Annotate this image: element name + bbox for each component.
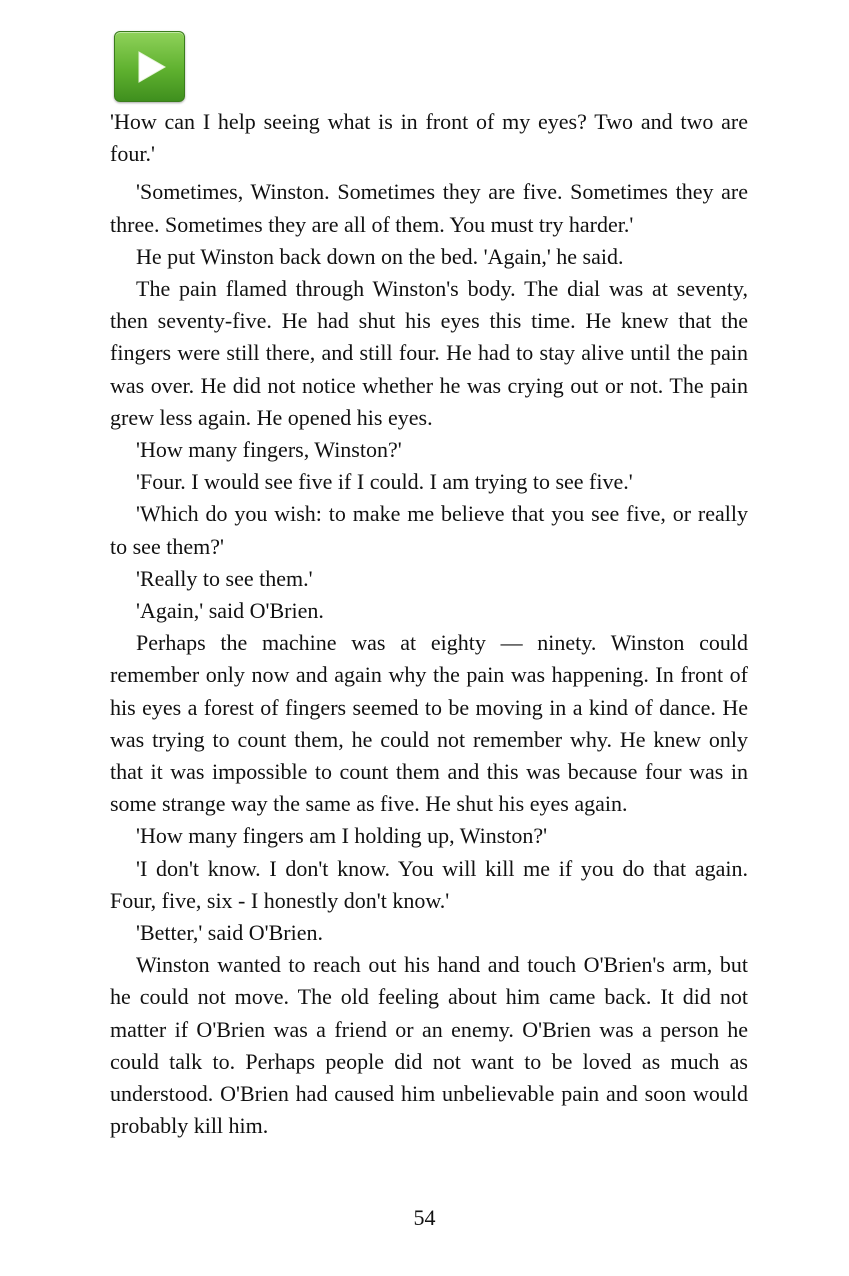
play-icon <box>130 47 170 87</box>
paragraph: 'Better,' said O'Brien. <box>136 920 323 946</box>
paragraph: 'Which do you wish: to make me believe that you see five, or really to see them?' <box>110 501 748 559</box>
audio-play-button[interactable] <box>114 31 185 102</box>
paragraph: 'How many fingers, Winston?' <box>136 437 402 463</box>
paragraph: 'How can I help seeing what is in front of my eyes? Two and two are four.' <box>110 109 748 167</box>
paragraph: Perhaps the machine was at eighty — ninety. Winston could remember only now and again why the pain was happening. In front of his eyes a forest of fingers seemed to be moving in a kind of dance. He was trying to count them, he could not remember why. He knew only that it was impossible to count them and this was because four was in some strange way the same as five. He shut his eyes again. <box>110 630 748 817</box>
paragraph: 'Again,' said O'Brien. <box>136 598 324 624</box>
paragraph: 'I don't know. I don't know. You will kill me if you do that again. Four, five, six - I honestly don't know.' <box>110 855 748 913</box>
page-number: 54 <box>413 1205 436 1230</box>
paragraph: 'Four. I would see five if I could. I am trying to see five.' <box>136 469 633 495</box>
paragraph: The pain flamed through Winston's body. The dial was at seventy, then seventy-five. He had shut his eyes this time. He knew that the fingers were still there, and still four. He had to stay alive until the pain was over. He did not notice whether he was crying out or not. The pain grew less again. He opened his eyes. <box>110 276 748 430</box>
page-text <box>110 106 748 1143</box>
paragraph: Winston wanted to reach out his hand and touch O'Brien's arm, but he could not move. The old feeling about him came back. It did not matter if O'Brien was a friend or an enemy. O'Brien was a person he could talk to. Perhaps people did not want to be loved as much as understood. O'Brien had caused him unbelievable pain and soon would probably kill him. <box>110 952 748 1139</box>
paragraph: He put Winston back down on the bed. 'Again,' he said. <box>136 243 624 269</box>
paragraph: 'Really to see them.' <box>136 565 313 591</box>
paragraph: 'Sometimes, Winston. Sometimes they are five. Sometimes they are three. Sometimes they are all of them. You must try harder.' <box>110 179 748 237</box>
paragraph: 'How many fingers am I holding up, Winston?' <box>136 823 548 849</box>
